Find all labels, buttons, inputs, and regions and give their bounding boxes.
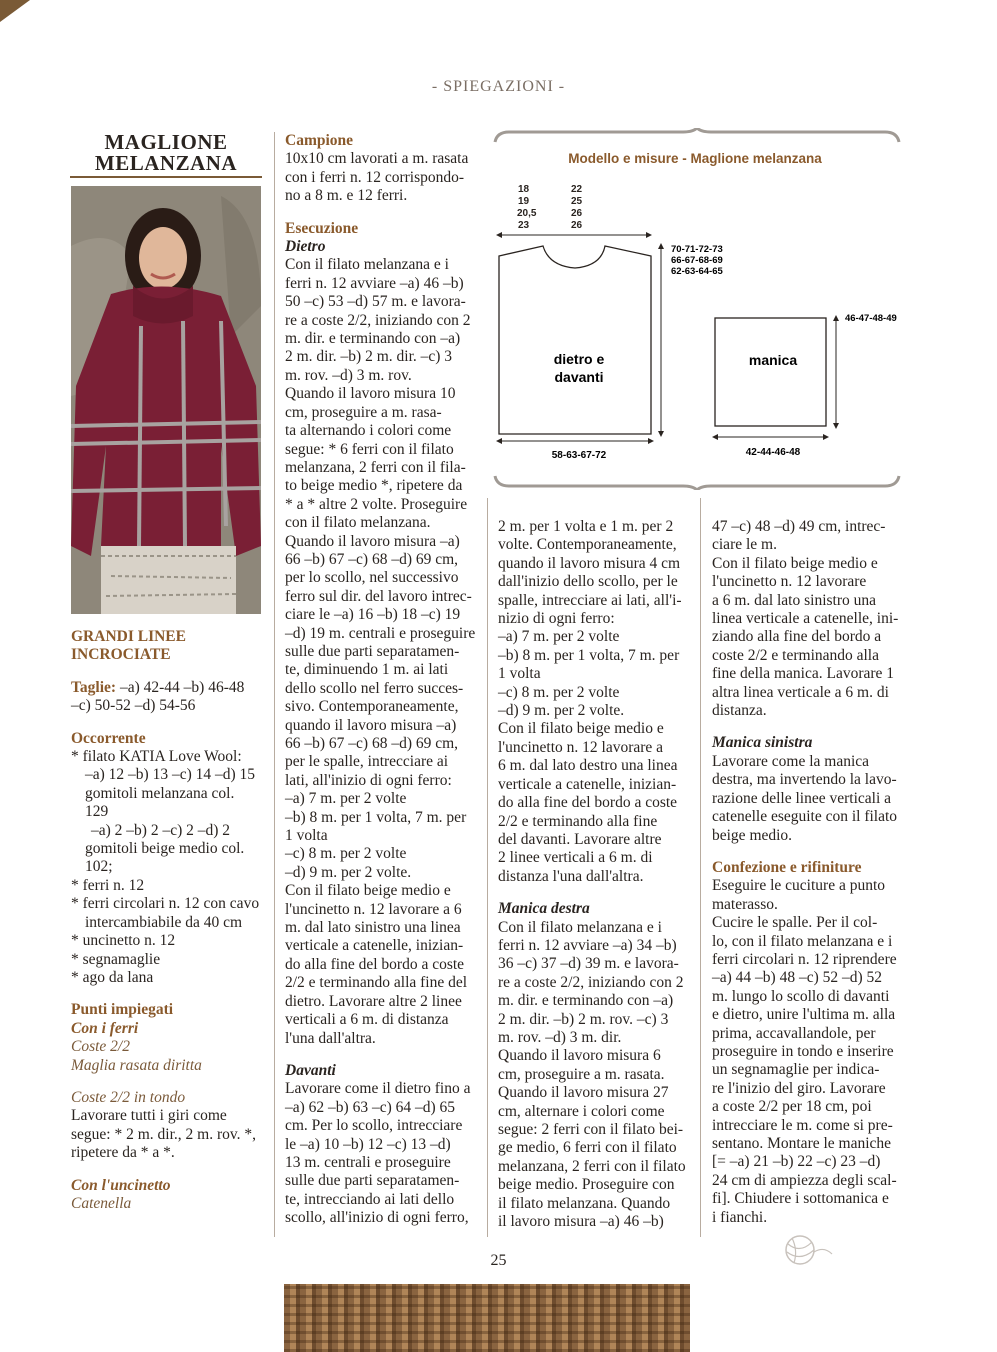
text-line: destra, ma invertendo la lavo- — [712, 771, 897, 789]
diagram-title: Modello e misure - Maglione melanzana — [568, 151, 822, 166]
sleeve-height-label: 46-47-48-49 — [845, 313, 897, 324]
diagram-svg — [493, 128, 903, 490]
text-line: quando il lavoro misura 4 cm — [498, 554, 681, 572]
text-line: Con il filato melanzana e i — [498, 918, 662, 936]
text-line: m. rov. –d) 3 m. dir. — [498, 1028, 622, 1046]
text-line: Con il filato beige medio e — [285, 882, 451, 900]
text-line: ciare le m. — [712, 536, 777, 554]
text-line: sulle due parti separatamen- — [285, 642, 460, 660]
list-item: Catenella — [71, 1194, 132, 1212]
text-line: segue: 2 ferri con il filato bei- — [498, 1121, 684, 1138]
text-line: proseguire in tondo e inserire — [712, 1042, 894, 1060]
text-line: l'una dall'altra. — [285, 1029, 376, 1047]
text-line: 2 linee verticali a 6 m. di — [498, 849, 653, 867]
text-line: intrecciare le m. come si pre- — [712, 1116, 893, 1134]
column-2 — [285, 132, 477, 1228]
coste-title: Coste 2/2 in tondo — [71, 1088, 186, 1106]
text-line: l'uncinetto n. 12 lavorare — [712, 573, 867, 591]
text-line: lo, con il filato melanzana e i — [712, 932, 893, 950]
text-line: 2 m. dir. –b) 2 m. dir. –c) 3 — [285, 348, 453, 366]
text-line: [= –a) 21 –b) 22 –c) 23 –d) — [712, 1153, 881, 1171]
text-line: –b) 8 m. per 1 volta, 7 m. per — [498, 646, 680, 664]
neck-measure-left: 20,5 — [517, 208, 537, 219]
top-brace — [495, 128, 899, 142]
text-line: i fianchi. — [712, 1208, 768, 1226]
text-line: do alla fine del bordo a coste — [498, 794, 678, 812]
neck-measure-left: 18 — [518, 184, 530, 195]
text-line: to beige medio *, ripetere da — [285, 477, 463, 495]
text-line: con il filato melanzana. — [285, 514, 431, 532]
text-line: beige medio. Proseguire con — [498, 1176, 675, 1194]
text-line: ziando alla fine del bordo a — [712, 628, 882, 646]
sleeve-width-label: 42-44-46-48 — [745, 447, 801, 458]
text-line: un segnamaglie per indica- — [712, 1061, 880, 1079]
text-line: ferri circolari n. 12 riprendere — [712, 950, 897, 968]
text-line: Quando il lavoro misura 27 — [498, 1084, 669, 1102]
campione-title: Campione — [285, 132, 354, 149]
text-line: il filato melanzana. Quando — [498, 1194, 671, 1212]
text-line: –a) 7 m. per 2 volte — [285, 790, 407, 808]
text-line: m. rov. –d) 3 m. rov. — [285, 366, 412, 384]
occorrente-title: Occorrente — [71, 729, 146, 747]
text-line: razione delle linee verticali a — [712, 789, 892, 807]
manica-destra-title: Manica destra — [498, 900, 590, 918]
text-line: Lavorare come il dietro fino a — [285, 1080, 471, 1098]
text-line: spalle, intrecciare ai lati, all'i- — [498, 591, 682, 609]
text-line: 24 cm di ampiezza degli scal- — [712, 1171, 897, 1189]
davanti-title: Davanti — [285, 1061, 336, 1079]
text-line: –a) 62 –b) 63 –c) 64 –d) 65 — [285, 1098, 456, 1116]
text-line: 66 –b) 67 –c) 68 –d) 69 cm, — [285, 550, 459, 568]
list-item: –a) 2 –b) 2 –c) 2 –d) 2 — [91, 821, 231, 839]
text-line: no a 8 m. e 12 ferri. — [285, 187, 408, 205]
text-line: l'uncinetto n. 12 lavorare a — [498, 738, 664, 756]
list-item: * uncinetto n. 12 — [71, 932, 176, 950]
list-item: * ago da lana — [71, 968, 154, 986]
body-label: dietro e — [553, 351, 605, 367]
text-line: re a coste 2/2, iniziando con 2 — [285, 311, 471, 329]
text-line: Quando il lavoro misura 10 — [285, 385, 456, 403]
list-item: 102; — [85, 858, 113, 876]
column-divider — [700, 498, 701, 1237]
text-line: m. dir. e terminando con –a) — [498, 992, 674, 1010]
text-line: ciare le –a) 16 –b) 18 –c) 19 — [285, 606, 461, 624]
text-line: –b) 8 m. per 1 volta, 7 m. per — [285, 808, 467, 826]
list-item: 129 — [85, 803, 109, 821]
text-line: altra linea verticale a 6 m. di — [712, 683, 889, 701]
text-line: ripetere da * a *. — [71, 1144, 175, 1162]
list-item: Maglia rasata diritta — [71, 1056, 202, 1074]
neck-measure-right: 22 — [571, 184, 583, 195]
sleeve-piece — [715, 318, 826, 426]
title-divider — [70, 176, 262, 178]
text-line: segue: * 6 ferri con il filato — [285, 440, 454, 458]
text-line: scollo, all'inizio di ogni ferro, — [285, 1209, 469, 1227]
text-line: 50 –c) 53 –d) 57 m. e lavora- — [285, 293, 466, 311]
text-line: dietro. Lavorare altre 2 linee — [285, 992, 462, 1010]
text-line: 10x10 cm lavorati a m. rasata — [285, 150, 469, 168]
text-line: m. dal lato sinistro una linea — [285, 919, 461, 937]
text-line: sentano. Montare le maniche — [712, 1135, 892, 1152]
section-header: - SPIEGAZIONI - — [431, 78, 566, 95]
text-line: do alla fine del bordo a coste — [285, 955, 465, 973]
neck-measure-right: 26 — [571, 208, 583, 219]
text-line: dall'inizio dello scollo, per le — [498, 573, 678, 591]
text-line: –c) 8 m. per 2 volte — [285, 845, 407, 863]
text-line: –c) 8 m. per 2 volte — [498, 683, 620, 701]
text-line: catenelle eseguite con il filato — [712, 808, 898, 826]
subtitle: GRANDI LINEE INCROCIATE — [71, 628, 186, 664]
text-line: –d) 19 m. centrali e proseguire — [285, 624, 476, 642]
list-item: Coste 2/2 — [71, 1038, 130, 1056]
list-item: * ferri n. 12 — [71, 876, 145, 894]
text-line: sivo. Contemporaneamente, — [285, 698, 459, 716]
body-label: davanti — [554, 369, 604, 385]
text-line: a coste 2/2 per 18 cm, poi — [712, 1098, 872, 1116]
sleeve-label: manica — [748, 352, 798, 368]
text-line: 1 volta — [498, 665, 541, 683]
text-line: per lo scollo, nel successivo — [285, 569, 459, 587]
text-line: cm. Per lo scollo, intrecciare — [285, 1117, 463, 1135]
text-line: ferri n. 12 avviare –a) 46 –b) — [285, 274, 464, 292]
column-4 — [712, 518, 904, 1227]
text-line: linea verticale a catenelle, ini- — [712, 610, 899, 628]
list-item: gomitoli melanzana col. — [85, 784, 235, 802]
text-line: m. lungo lo scollo di davanti — [712, 987, 890, 1005]
list-item: * filato KATIA Love Wool: — [71, 748, 242, 766]
text-line: 66 –b) 67 –c) 68 –d) 69 cm, — [285, 735, 459, 752]
text-line: verticale a catenelle, inizian- — [285, 937, 464, 955]
taglie: Taglie: –a) 42-44 –b) 46-48 — [71, 678, 245, 696]
punti-title: Punti impiegati — [71, 1001, 174, 1019]
text-line: Eseguire le cuciture a punto — [712, 877, 886, 895]
text-line: del davanti. Lavorare altre — [498, 830, 662, 848]
text-line: verticali a 6 m. di distanza — [285, 1011, 449, 1029]
text-line: 36 –c) 37 –d) 39 m. e lavora- — [498, 955, 679, 973]
sweater-illustration — [71, 186, 261, 614]
dietro-title: Dietro — [285, 238, 326, 256]
text-line: fi]. Chiudere i sottomanica e — [712, 1190, 889, 1208]
uncinetto-title: Con l'uncinetto — [71, 1176, 171, 1194]
text-line: ferri n. 12 avviare –a) 34 –b) — [498, 936, 677, 954]
title-line: MELANZANA — [94, 151, 238, 175]
text-line: distanza l'una dall'altra. — [498, 867, 644, 885]
text-line: beige medio. — [712, 826, 793, 844]
text-line: materasso. — [712, 895, 778, 913]
list-item: * segnamaglie — [71, 950, 161, 968]
text-line: te, intrecciando ai lati dello — [285, 1190, 455, 1208]
text-line: Lavorare tutti i giri come — [71, 1107, 227, 1125]
text-line: con i ferri n. 12 corrispondo- — [285, 168, 465, 186]
text-line: ferro sul dir. del lavoro intrec- — [285, 587, 472, 605]
text-line: lati, all'inizio di ogni ferro: — [285, 771, 452, 789]
text-line: e dietro, unire l'ultima m. alla — [712, 1006, 896, 1024]
knit-texture-overlay — [284, 1284, 690, 1352]
neck-measure-right: 25 — [571, 196, 583, 207]
bottom-brace — [495, 476, 899, 490]
text-line: per le spalle, intrecciare ai — [285, 753, 449, 771]
text-line: m. dir. e terminando con –a) — [285, 330, 461, 348]
text-line: il lavoro misura –a) 46 –b) — [498, 1213, 664, 1231]
text-line: ta alternando i colori come — [285, 422, 452, 440]
text-line: Con il filato melanzana e i — [285, 256, 449, 274]
model-photo — [71, 186, 261, 614]
text-line: nizio di ogni ferro: — [498, 610, 615, 628]
text-line: te, diminuendo 1 m. ai lati — [285, 661, 449, 679]
text-line: ge medio, 6 ferri con il filato — [498, 1139, 677, 1157]
text-line: le –a) 10 –b) 12 –c) 13 –d) — [285, 1135, 451, 1153]
text-line: –a) 44 –b) 48 –c) 52 –d) 52 — [712, 969, 883, 987]
text-line: prima, accavallandole, per — [712, 1024, 876, 1042]
neck-measure-left: 19 — [518, 196, 530, 207]
column-divider — [274, 132, 275, 1237]
body-width-label: 58-63-67-72 — [551, 450, 607, 461]
text-line: 1 volta — [285, 827, 328, 845]
text-line: melanzana, 2 ferri con il fila- — [285, 458, 466, 476]
text-line: Quando il lavoro misura –a) — [285, 532, 460, 550]
text-line: verticale a catenelle, inizian- — [498, 775, 677, 793]
text-line: fine della manica. Lavorare 1 — [712, 665, 895, 683]
taglie-line: –c) 50-52 –d) 54-56 — [71, 697, 196, 715]
body-height-label: 70-71-72-73 — [671, 244, 723, 255]
text-line: 2 m. dir. –b) 2 m. rov. –c) 3 — [498, 1010, 669, 1028]
text-line: –d) 9 m. per 2 volte. — [285, 863, 412, 881]
text-line: a 6 m. dal lato sinistro una — [712, 591, 877, 609]
text-line: coste 2/2 e terminando alla — [712, 646, 879, 664]
article-title — [70, 132, 262, 174]
column-1 — [71, 628, 263, 1213]
page-number: 25 — [490, 1252, 507, 1269]
size-diagram — [493, 128, 903, 490]
text-line: 13 m. centrali e proseguire — [285, 1153, 451, 1171]
list-item: gomitoli beige medio col. — [85, 840, 245, 858]
body-height-label: 62-63-64-65 — [671, 266, 723, 277]
text-line: –a) 7 m. per 2 volte — [498, 628, 620, 646]
text-line: 2/2 e terminando alla fine del — [285, 974, 468, 992]
text-line: Lavorare come la manica — [712, 752, 870, 770]
text-line: re a coste 2/2, iniziando con 2 — [498, 973, 684, 991]
neck-measure-right: 26 — [571, 220, 583, 231]
text-line: cm, proseguire a m. rasata. — [498, 1065, 665, 1083]
neck-measure-left: 23 — [518, 220, 530, 231]
text-line: Cucire le spalle. Per il col- — [712, 914, 878, 932]
text-line: l'uncinetto n. 12 lavorare a 6 — [285, 900, 462, 918]
text-line: * a * altre 2 volte. Proseguire — [285, 495, 468, 513]
text-line: distanza. — [712, 702, 767, 720]
column-divider — [487, 498, 488, 1237]
body-height-label: 66-67-68-69 — [671, 255, 723, 266]
text-line: sulle due parti separatamen- — [285, 1172, 460, 1190]
list-item: –a) 12 –b) 13 –c) 14 –d) 15 — [85, 766, 256, 784]
confezione-title: Confezione e rifiniture — [712, 858, 862, 876]
text-line: Quando il lavoro misura 6 — [498, 1047, 661, 1065]
text-line: 6 m. dal lato destro una linea — [498, 757, 678, 775]
text-line: cm, proseguire a m. rasa- — [285, 403, 442, 421]
column-3 — [498, 518, 690, 1231]
text-line: 2/2 e terminando alla fine — [498, 812, 658, 830]
text-line: melanzana, 2 ferri con il filato — [498, 1157, 686, 1175]
text-line: dello scollo nel ferro succes- — [285, 679, 464, 697]
text-line: 2 m. per 1 volta e 1 m. per 2 — [498, 518, 674, 535]
text-line: segue: * 2 m. dir., 2 m. rov. *, — [71, 1125, 256, 1143]
corner-decoration — [0, 0, 30, 22]
text-line: Con il filato beige medio e — [498, 720, 664, 738]
title-line: MAGLIONE — [104, 130, 228, 154]
body-piece — [499, 246, 651, 434]
text-line: –d) 9 m. per 2 volte. — [498, 702, 625, 720]
list-item: intercambiabile da 40 cm — [85, 913, 243, 931]
text-line: 47 –c) 48 –d) 49 cm, intrec- — [712, 518, 886, 535]
list-item: * ferri circolari n. 12 con cavo — [71, 895, 260, 913]
text-line: re l'inizio del giro. Lavorare — [712, 1079, 886, 1097]
manica-sinistra-title: Manica sinistra — [712, 734, 813, 752]
esecuzione-title: Esecuzione — [285, 219, 359, 237]
text-line: cm, alternare i colori come — [498, 1102, 665, 1120]
text-line: volte. Contemporaneamente, — [498, 536, 677, 554]
punti-subtitle: Con i ferri — [71, 1019, 139, 1037]
text-line: quando il lavoro misura –a) — [285, 716, 457, 734]
text-line: Con il filato beige medio e — [712, 554, 878, 572]
